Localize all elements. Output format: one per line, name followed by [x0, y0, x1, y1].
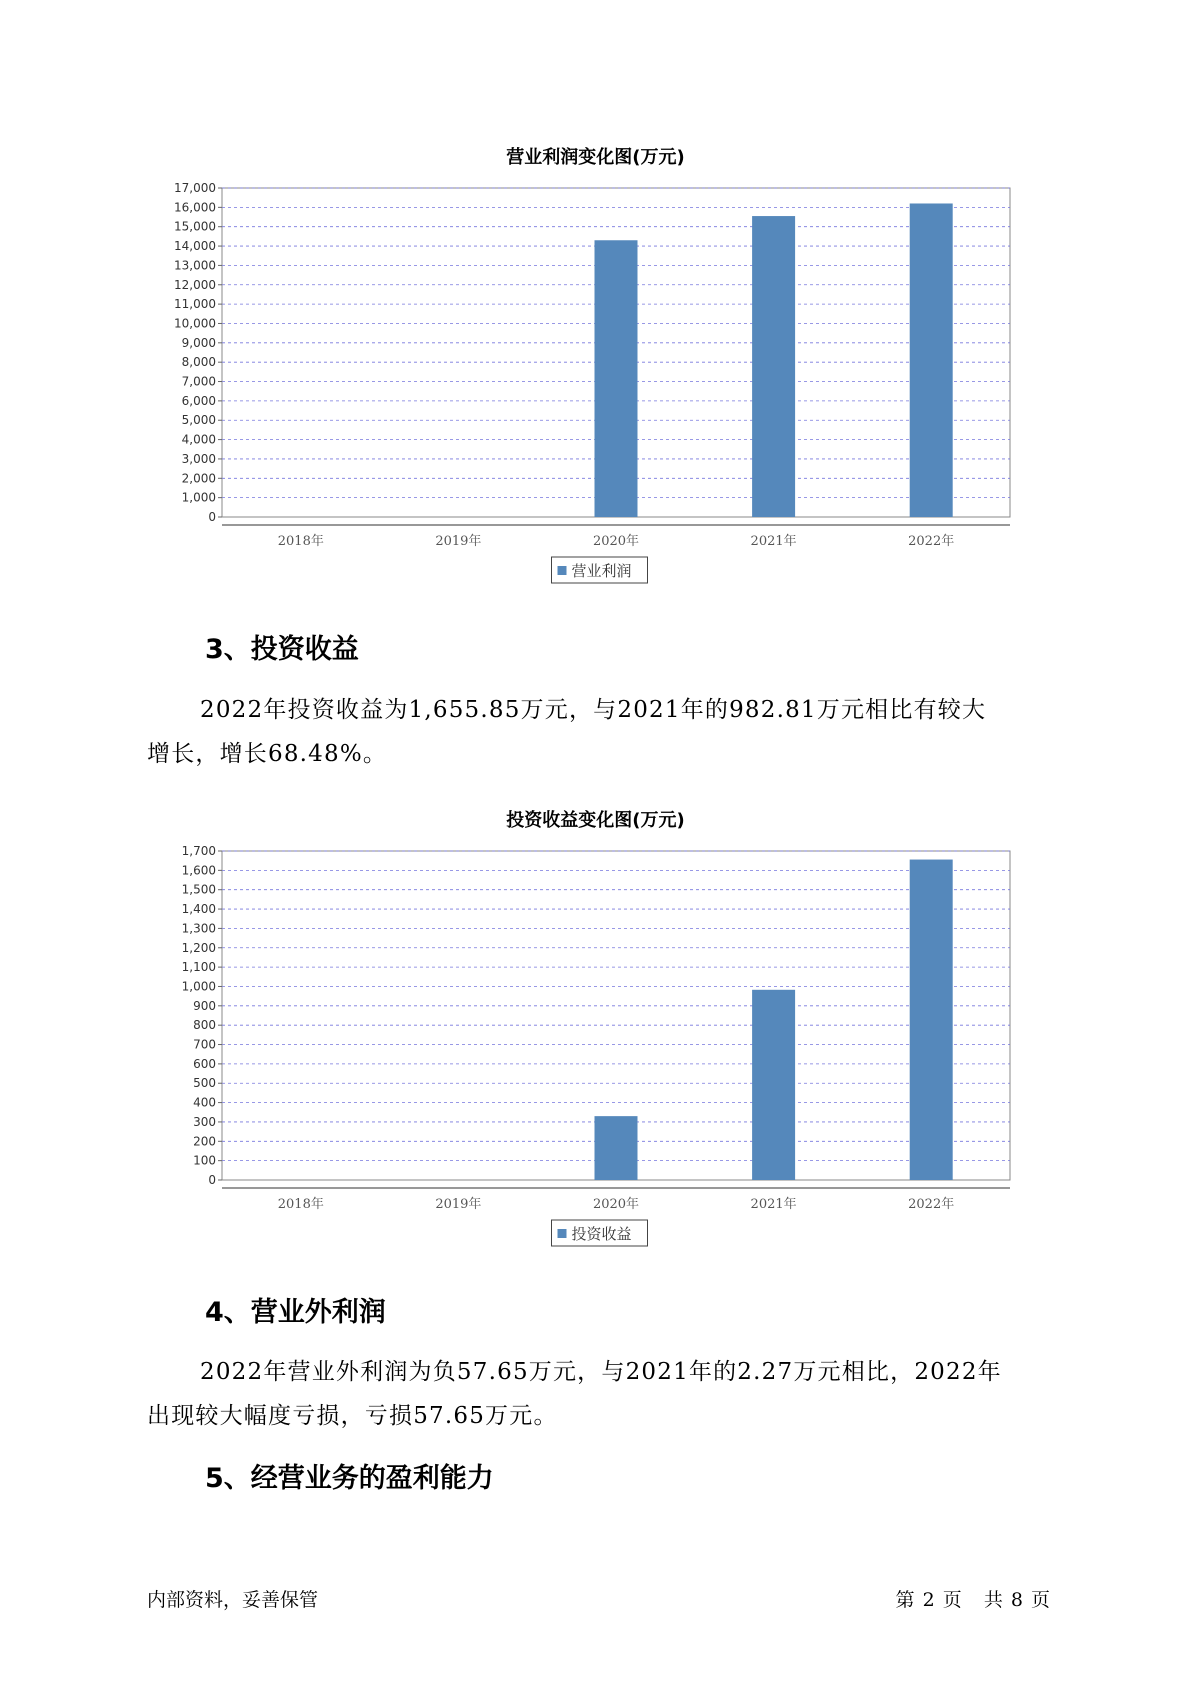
y-tick-label: 800	[193, 1018, 216, 1033]
footer-confidential-note: 内部资料，妥善保管	[147, 1589, 319, 1611]
y-tick-label: 500	[193, 1076, 216, 1091]
legend-swatch	[558, 1229, 567, 1238]
y-tick-label: 1,200	[181, 940, 216, 955]
y-tick-label: 400	[193, 1095, 216, 1110]
investment-income-chart	[0, 828, 1191, 1258]
y-tick-label: 16,000	[174, 200, 216, 215]
legend-label: 投资收益	[571, 1225, 632, 1243]
section4-line1: 2022年营业外利润为负57.65万元，与2021年的2.27万元相比，2022年	[200, 1359, 1002, 1385]
chart2-title: 投资收益变化图(万元)	[506, 810, 685, 831]
y-tick-label: 200	[193, 1134, 216, 1149]
y-tick-label: 4,000	[181, 432, 216, 447]
y-tick-label: 1,000	[181, 979, 216, 994]
x-tick-label: 2019年	[435, 534, 482, 549]
y-tick-label: 600	[193, 1056, 216, 1071]
y-tick-label: 700	[193, 1037, 216, 1052]
y-tick-label: 15,000	[174, 219, 216, 234]
footer-page-number: 第 2 页 共 8 页	[895, 1589, 1051, 1611]
operating-profit-chart	[0, 165, 1191, 595]
y-tick-label: 300	[193, 1114, 216, 1129]
x-tick-label: 2018年	[277, 534, 324, 549]
bar-2020年	[595, 240, 638, 517]
y-tick-label: 5,000	[181, 413, 216, 428]
section3-line2: 增长，增长68.48%。	[147, 741, 388, 767]
legend-swatch	[558, 566, 567, 575]
y-tick-label: 1,600	[181, 863, 216, 878]
chart1-title: 营业利润变化图(万元)	[506, 147, 685, 168]
y-tick-label: 900	[193, 998, 216, 1013]
y-tick-label: 8,000	[181, 355, 216, 370]
x-tick-label: 2020年	[592, 1197, 640, 1212]
bar-2020年	[595, 1116, 638, 1180]
section5-heading: 5、经营业务的盈利能力	[205, 1463, 494, 1494]
x-tick-label: 2020年	[592, 534, 640, 549]
bar-2022年	[910, 860, 953, 1180]
bar-2021年	[752, 216, 795, 517]
x-tick-label: 2021年	[750, 534, 797, 549]
section4-line2: 出现较大幅度亏损，亏损57.65万元。	[147, 1403, 558, 1429]
y-tick-label: 3,000	[181, 451, 216, 466]
legend-label: 营业利润	[571, 562, 632, 580]
y-tick-label: 9,000	[181, 335, 216, 350]
y-tick-label: 1,700	[181, 844, 216, 858]
y-tick-label: 7,000	[181, 374, 216, 389]
y-tick-label: 1,000	[181, 490, 216, 505]
y-tick-label: 1,500	[181, 882, 216, 897]
y-tick-label: 2,000	[181, 471, 216, 486]
x-tick-label: 2018年	[277, 1197, 324, 1212]
bar-2021年	[752, 990, 795, 1180]
x-tick-label: 2022年	[908, 1197, 955, 1212]
y-tick-label: 1,300	[181, 921, 216, 936]
y-tick-label: 10,000	[174, 316, 216, 331]
y-tick-label: 0	[208, 510, 216, 524]
y-tick-label: 17,000	[174, 181, 216, 195]
y-tick-label: 12,000	[174, 277, 216, 292]
y-tick-label: 1,100	[181, 960, 216, 975]
y-tick-label: 14,000	[174, 239, 216, 254]
y-tick-label: 13,000	[174, 258, 216, 273]
bar-2022年	[910, 203, 953, 517]
y-tick-label: 0	[208, 1173, 216, 1187]
y-tick-label: 11,000	[174, 297, 216, 312]
x-tick-label: 2021年	[750, 1197, 797, 1212]
y-tick-label: 6,000	[181, 393, 216, 408]
section3-line1: 2022年投资收益为1,655.85万元，与2021年的982.81万元相比有较大	[200, 697, 987, 723]
section4-paragraph	[147, 1350, 1062, 1438]
y-tick-label: 100	[193, 1153, 216, 1168]
section4-heading: 4、营业外利润	[205, 1297, 386, 1328]
section3-paragraph	[147, 688, 1062, 776]
x-tick-label: 2019年	[435, 1197, 482, 1212]
x-tick-label: 2022年	[908, 534, 955, 549]
y-tick-label: 1,400	[181, 902, 216, 917]
section3-heading: 3、投资收益	[205, 634, 359, 665]
